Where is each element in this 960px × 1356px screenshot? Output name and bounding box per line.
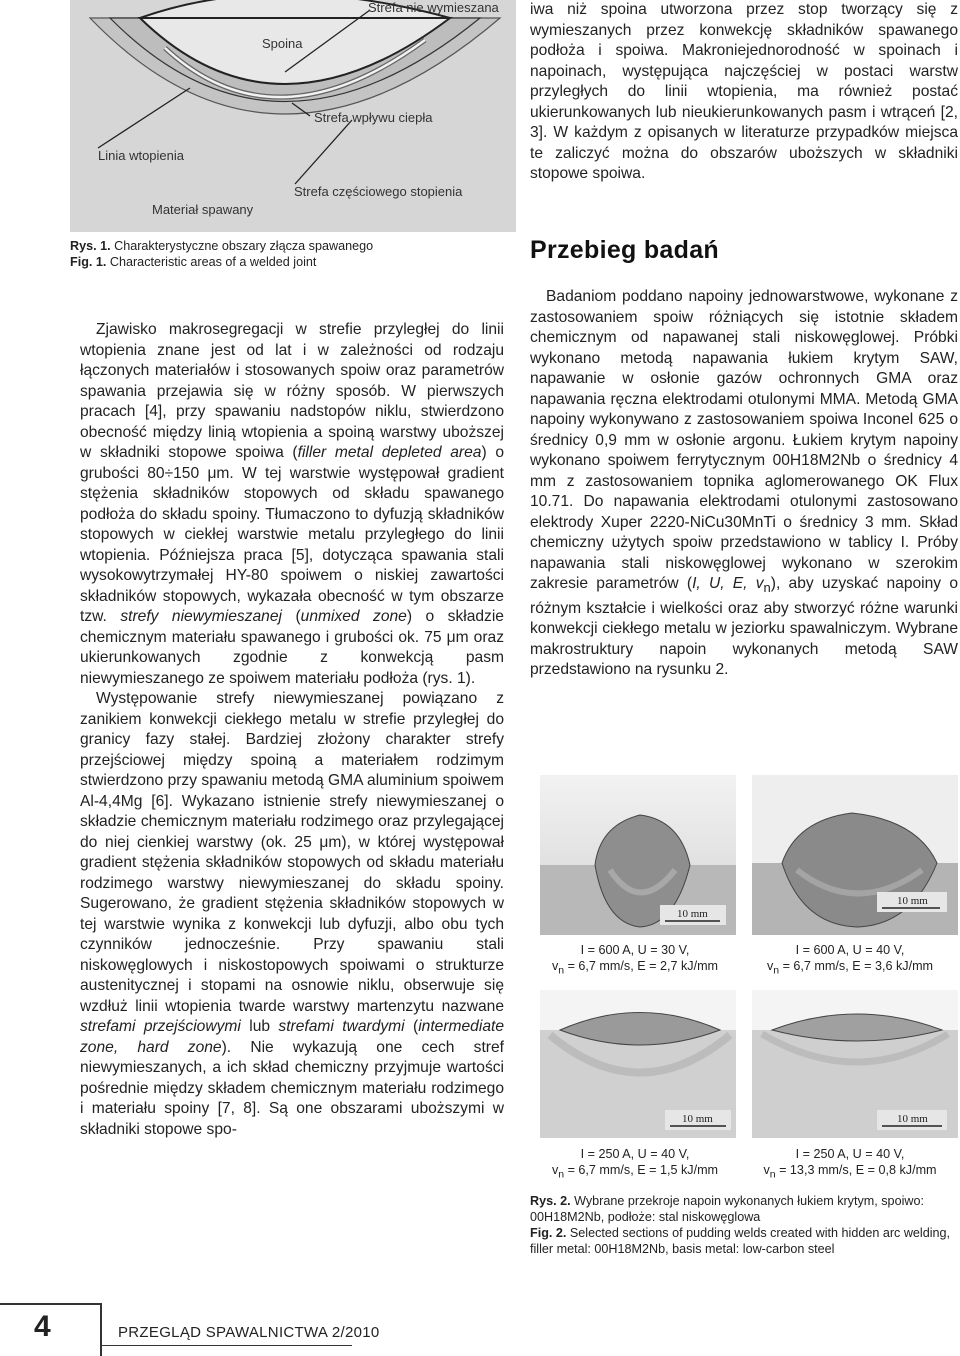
caption-pl-head: Rys. 1. bbox=[70, 239, 111, 253]
sample-label-2: I = 600 A, U = 40 V, $v_n = 6,7$ mm/s, E = 3,6 kJ/mm bbox=[766, 943, 934, 977]
scale-label-4: 10 mm bbox=[897, 1113, 928, 1125]
label-partial-melting: Strefa częściowego stopienia bbox=[294, 184, 463, 199]
fig2-caption-en-text: Selected sections of pudding welds created with hidden arc welding, filler metal: 00H18M2Nb, basis metal: low-carbon steel bbox=[530, 1226, 951, 1256]
section-title: Przebieg badań bbox=[530, 236, 719, 264]
journal-name: PRZEGLĄD SPAWALNICTWA 2/2010 bbox=[118, 1324, 380, 1341]
weld-section-photo-4 bbox=[752, 990, 958, 1138]
label-fusion-line: Linia wtopienia bbox=[98, 148, 185, 163]
footer-rule bbox=[102, 1345, 352, 1346]
scale-label-1: 10 mm bbox=[677, 908, 708, 920]
footer-page-box bbox=[0, 1303, 102, 1356]
fig2-caption-en-head: Fig. 2. bbox=[530, 1226, 567, 1240]
scale-label-2: 10 mm bbox=[897, 895, 928, 907]
weld-zones-diagram bbox=[70, 0, 516, 232]
scale-label-3: 10 mm bbox=[682, 1113, 713, 1125]
paragraph-1: Zjawisko makrosegregacji w strefie przyległej do linii wtopienia znane jest od lat i w zależności od rodzaju łączonych materiałów i stosowanych spoiw oraz parametrów spawania przejawia się w różny sposób. W pierwszych pracach [4], przy spawaniu nadstopów niklu, stwierdzono obecność między linią wtopienia a spoiną warstwy uboższej w składniki stopowe spoiwa (filler metal depleted area) o grubości 80÷150 μm. W tej warstwie występował gradient stężenia składników stopowych od składu spawanego podłoża do składu spoiny. Tłumaczono to dyfuzją składników stopowych w ciekłej warstwie metalu przyległego do linii wtopienia. Późniejsza praca [5], dotycząca spawania stali wysokowytrzymałej HY-80 spoiwem o niskiej zawartości składników stopowych, wykazała obecność w tym obszarze tzw. strefy niewymieszanej (unmixed zone) o składzie chemicznym materiału spawanego i grubości ok. 75 μm oraz ukierunkowanych zgodnie z konwekcją pasm niewymieszanego ze spoiwem materiału podłoża (rys. 1). bbox=[80, 321, 505, 687]
caption-pl-text: Charakterystyczne obszary złącza spawanego bbox=[110, 239, 374, 253]
sample-label-1: I = 600 A, U = 30 V, $v_n = 6,7$ mm/s, E = 2,7 kJ/mm bbox=[551, 943, 719, 977]
caption-en-head: Fig. 1. bbox=[70, 255, 107, 269]
figure-1-caption bbox=[70, 238, 510, 270]
label-haz: Strefa wpływu ciepła bbox=[314, 110, 433, 125]
right-column-text bbox=[530, 287, 958, 681]
right-top-paragraph: iwa niż spoina utworzona przez stop tworzący się z wymieszanych przez konwekcję składników spawanego podłoża i spoiwa. Makroniejednorodność w spoinach i napoinach, występująca najczęściej w postaci warstw przyległych do linii wtopienia, ma również postać ukierunkowanych lub nieukierunkowanych pasm i wtrąceń [2, 3]. W każdym z opisanych w literaturze przypadków miejsca te zaliczyć można do obszarów uboższych w składniki stopowe spoiwa. bbox=[530, 1, 958, 182]
fig2-caption-pl-head: Rys. 2. bbox=[530, 1194, 571, 1208]
label-unmixed-zone: Strefa nie wymieszana bbox=[368, 0, 499, 15]
weld-section-photo-2 bbox=[752, 775, 958, 935]
paragraph-2: Występowanie strefy niewymieszanej powiązano z zanikiem konwekcji ciekłego metalu w strefie przyległej do granicy fazy stałej. Bardziej złożony charakter strefy przejściowej między spoiną a materiałem rodzimym stwierdzono przy spawaniu metodą GMA aluminium spoiwem Al-4,4Mg [6]. Wykazano istnienie strefy niewymieszanej o składzie chemicznym materiału rodzimego oraz przylegającej do niej cienkiej warstwy (ok. 25 μm), w której występował gradient stężenia składników stopowych od składu materiału rodzimego warstwy niewymieszanej do składu spoiny. Sugerowano, że gradient stężenia składników stopowych w tej warstwie wynika z konwekcji lub dyfuzji, albo obu tych czynników jednocześnie. Przy spawaniu stali niskowęglowych i niskostopowych spoiwami o strukturze austenitycznej i stopami na osnowie niklu, obserwuje się wzdłuż linii wtopienia twarde warstwy martenzytu nazwane strefami przejściowymi lub strefami twardymi (intermediate zone, hard zone). Nie wykazują one cech stref niewymieszanych, a ich skład chemiczny przyjmuje wartości pośrednie między składem chemicznym materiału rodzimego i materiału spoiny [7, 8]. Są one obszarami uboższymi w składniki stopowe spo- bbox=[80, 690, 504, 1138]
label-base-metal: Materiał spawany bbox=[152, 202, 254, 217]
left-column-text bbox=[80, 320, 504, 1140]
fig2-caption-pl-text: Wybrane przekroje napoin wykonanych łukiem krytym, spoiwo: 00H18M2Nb, podłoże: stal niskowęglowa bbox=[530, 1194, 924, 1224]
sample-label-4: I = 250 A, U = 40 V, $v_n = 13,3$ mm/s, E = 0,8 kJ/mm bbox=[763, 1147, 937, 1181]
caption-en-text: Characteristic areas of a welded joint bbox=[106, 255, 317, 269]
figure-1 bbox=[70, 0, 516, 232]
sample-label-3: I = 250 A, U = 40 V, $v_n = 6,7$ mm/s, E = 1,5 kJ/mm bbox=[551, 1147, 719, 1181]
figure-2-caption bbox=[530, 1193, 958, 1257]
paragraph-3: Badaniom poddano napoiny jednowarstwowe, wykonane z zastosowaniem spoiw różniących się istotnie składem chemicznym od napawanej stali niskowęglowej. Próbki wykonano metodą napawania łukiem krytym SAW, napawanie w osłonie gazów ochronnych GMA oraz napawania ręczna elektrodami otulonymi MMA. Metodą GMA napoiny wykonywano z zastosowaniem spoiwa Inconel 625 o średnicy 0,9 mm w osłonie argonu. Łukiem krytym napoiny wykonano spoiwem ferrytycznym 00H18M2Nb o średnicy 4 mm z zastosowaniem topnika aglomerowanego OK Flux 10.71. Do napawania elektrodami otulonymi zastosowano elektrody Xuper 2220-NiCu30MnTi o średnicy 3 mm. Skład chemiczny użytych spoiw przedstawiono w tablicy I. Próby napawania stali niskowęglowej wykonano w szerokim zakresie parametrów (I, U, E, $v_n$), aby uzyskać napoiny o różnym kształcie i wielkości oraz aby stworzyć różne warunki konwekcji ciekłego metalu w jeziorku spawalniczym. Wybrane makrostruktury napoin wykonanych metodą SAW przedstawiono na rysunku 2. bbox=[530, 288, 958, 679]
weld-section-photo-1 bbox=[540, 775, 736, 935]
label-weld: Spoina bbox=[262, 36, 303, 51]
weld-section-photo-3 bbox=[540, 990, 736, 1138]
page-number: 4 bbox=[34, 1310, 51, 1343]
